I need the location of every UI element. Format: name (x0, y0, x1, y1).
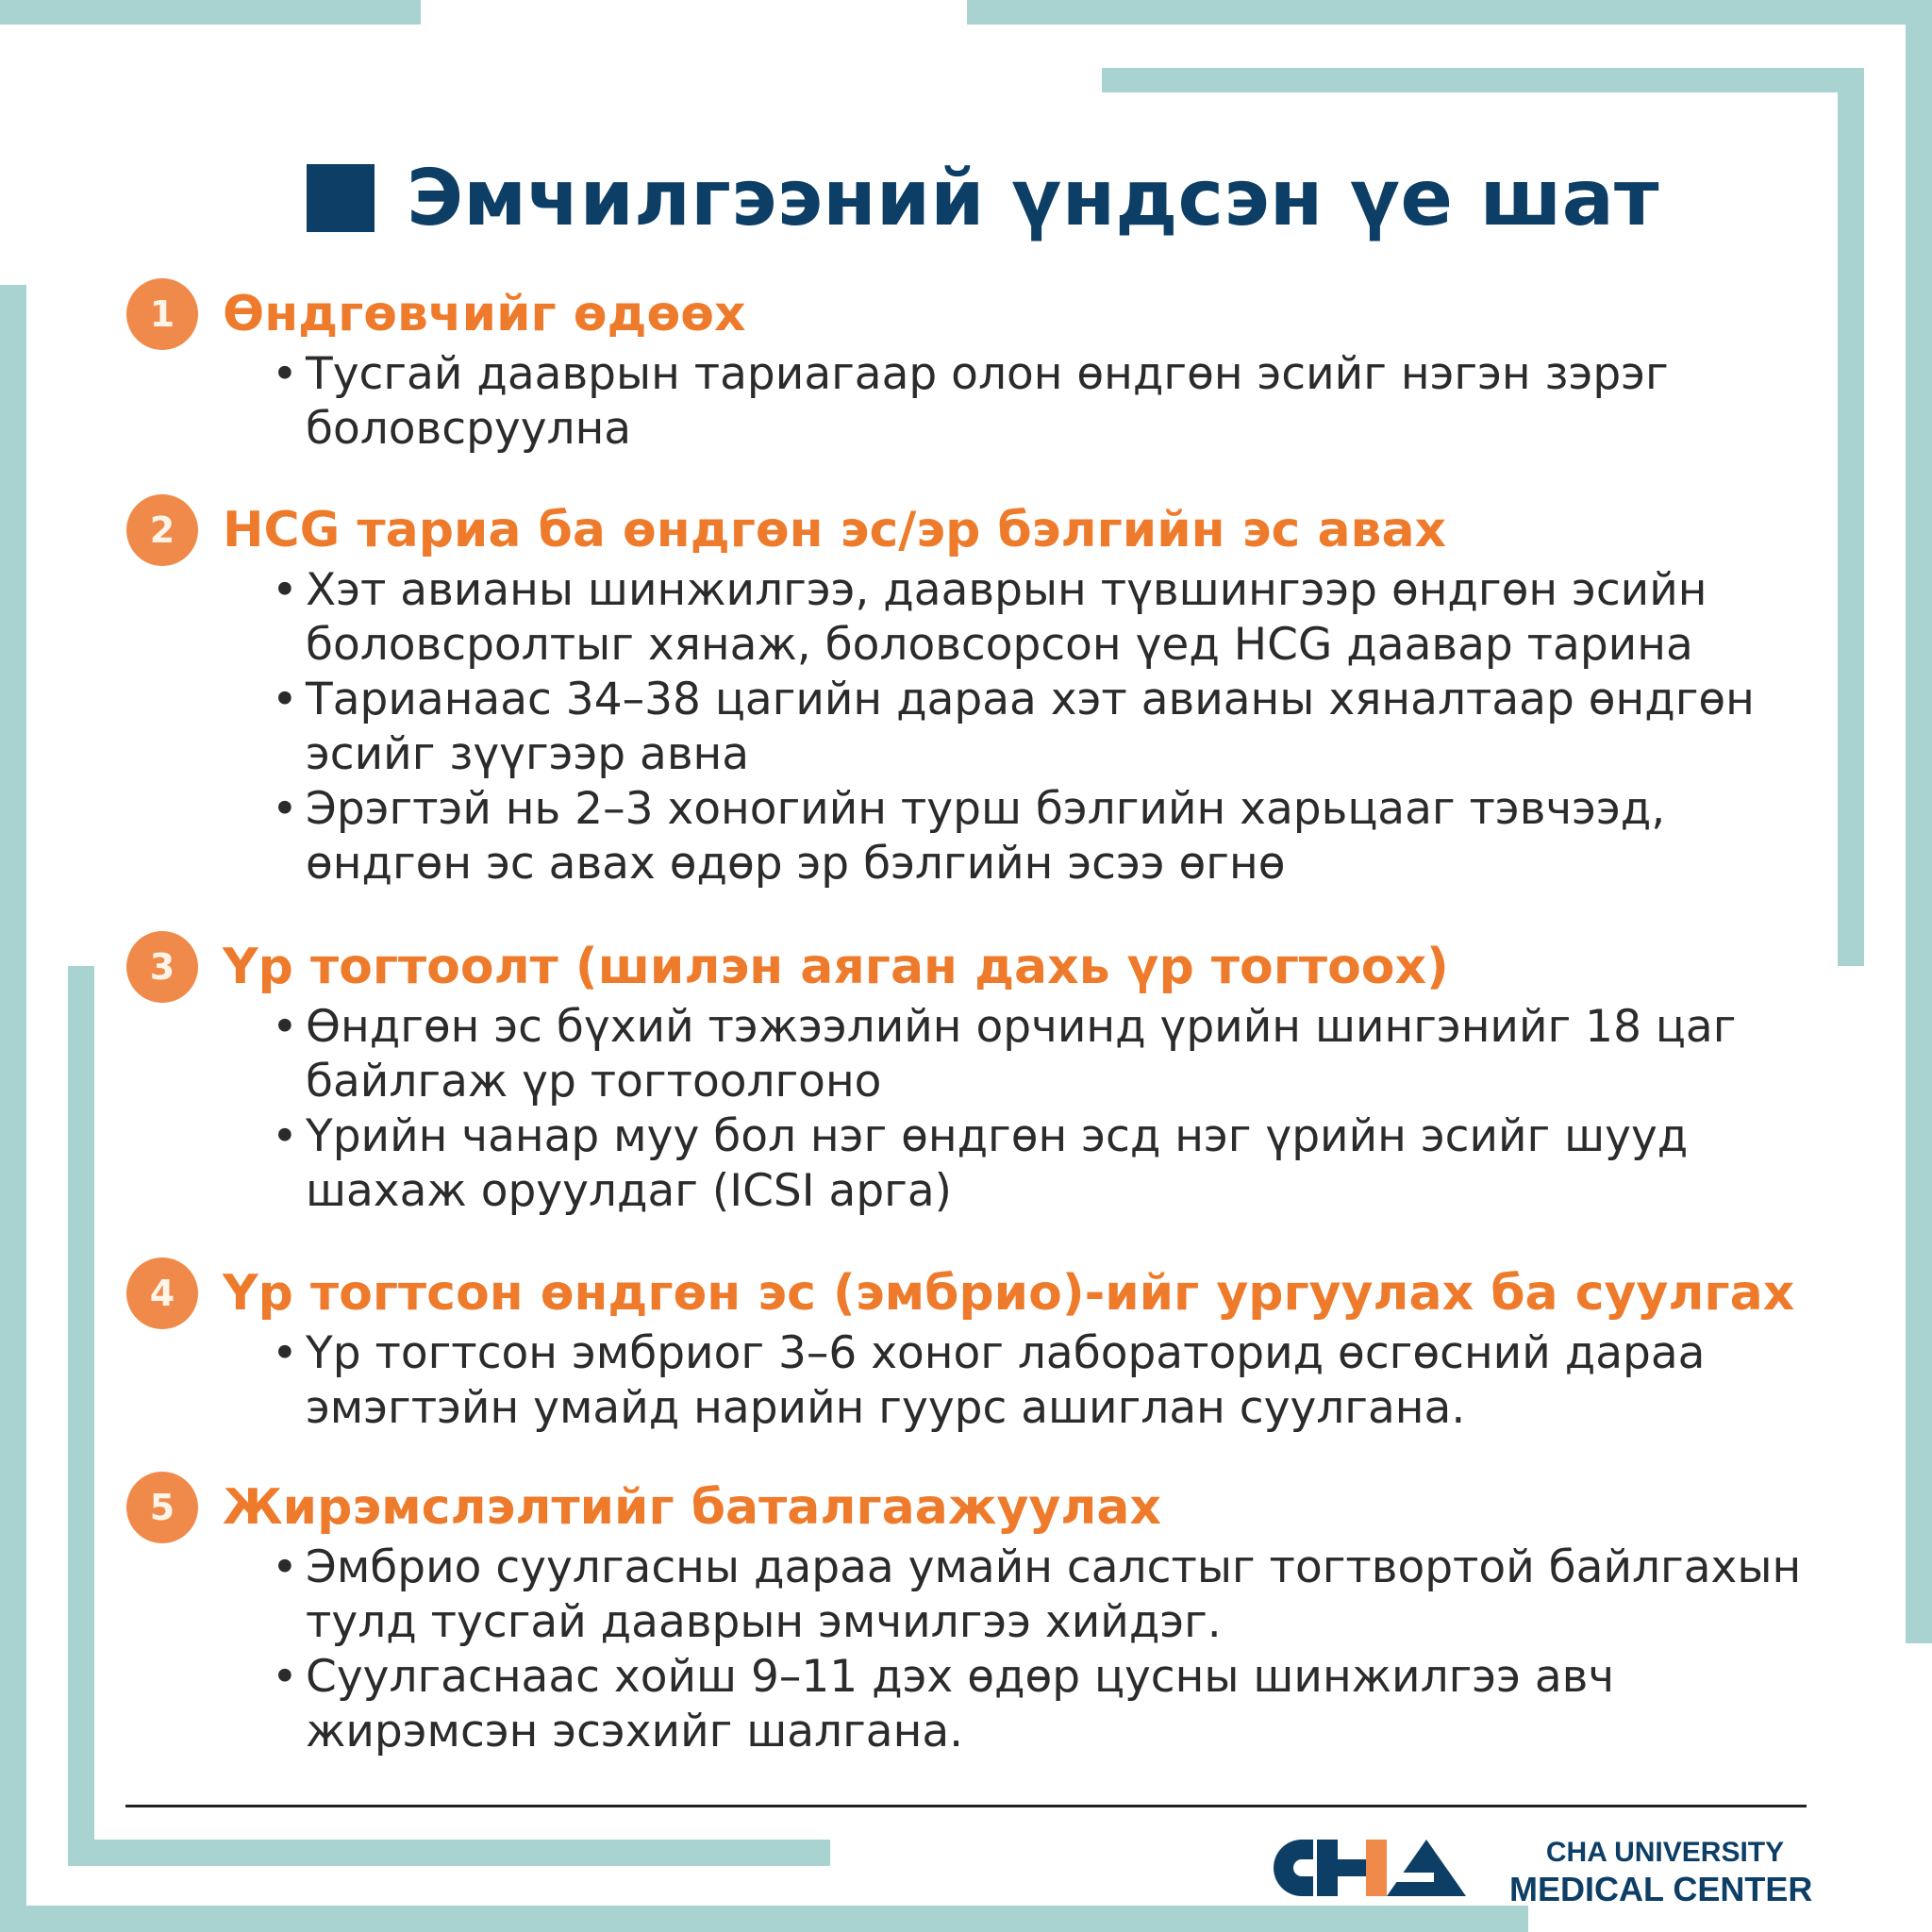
step-number-badge: 3 (126, 931, 198, 1003)
step-bullets (126, 563, 1806, 891)
title-square-icon (307, 164, 375, 232)
logo-wordmark (1509, 1836, 1821, 1909)
step-number-badge: 1 (126, 278, 198, 350)
bullet-item: • Эмбрио суулгасны дараа умайн салстыг тогтвортой байлгахын тулд тусгай дааврын эмчилгээ хийдэг. (272, 1541, 1806, 1650)
bullet-item: • Эрэгтэй нь 2–3 хоногийн турш бэлгийн харьцааг тэвчээд, өндгөн эс авах өдөр эр бэлгийн эсээ өгнө (272, 782, 1806, 891)
frame-bar-inner-right (1838, 68, 1864, 966)
frame-bar-top-right (967, 0, 1932, 25)
frame-bar-inner-bottom (68, 1840, 830, 1866)
step-number-badge: 5 (126, 1472, 198, 1543)
page-title: Эмчилгээний үндсэн үе шат (407, 153, 1659, 243)
step-5 (126, 1474, 1806, 1759)
bullet-item: • Тарианаас 34–38 цагийн дараа хэт авианы хяналтаар өндгөн эсийг зүүгээр авна (272, 673, 1806, 782)
frame-bar-right-edge (1906, 0, 1932, 1643)
step-bullets (126, 1000, 1806, 1219)
step-title: Үр тогтоолт (шилэн аяган дахь үр тогтоох) (223, 939, 1449, 995)
bullet-item: • Үр тогтсон эмбриог 3–6 хоног лабораторид өсгөсний дараа эмэгтэйн умайд нарийн гуурс ашиглан суулгана. (272, 1326, 1806, 1436)
frame-bar-left-edge (0, 285, 26, 1932)
step-3 (126, 934, 1806, 1219)
step-number-badge: 4 (126, 1257, 198, 1329)
step-title: HCG тариа ба өндгөн эс/эр бэлгийн эс авах (223, 502, 1447, 558)
bullet-item: • Тусгай дааврын тариагаар олон өндгөн эсийг нэгэн зэрэг боловсруулна (272, 347, 1806, 457)
step-number-badge: 2 (126, 494, 198, 566)
step-title: Үр тогтсон өндгөн эс (эмбрио)-ийг ургуулах ба суулгах (223, 1265, 1795, 1322)
step-1 (126, 281, 1806, 457)
frame-bar-inner-top (1102, 68, 1864, 92)
footer-divider (125, 1805, 1807, 1807)
bullet-item: • Үрийн чанар муу бол нэг өндгөн эсд нэг үрийн эсийг шууд шахаж оруулдаг (ICSI арга) (272, 1109, 1806, 1219)
frame-bar-top-left (0, 0, 421, 25)
bullet-item: • Хэт авианы шинжилгээ, дааврын түвшингээр өндгөн эсийн боловсролтыг хянаж, боловсорсон үед HCG даавар тарина (272, 563, 1806, 673)
frame-bar-inner-left (68, 966, 94, 1866)
step-bullets (126, 1541, 1806, 1759)
bullet-item: • Суулгаснаас хойш 9–11 дэх өдөр цусны шинжилгээ авч жирэмсэн эсэхийг шалгана. (272, 1650, 1806, 1759)
page-title-row (307, 142, 1659, 255)
frame-bar-bottom (0, 1906, 1528, 1932)
bullet-item: • Өндгөн эс бүхий тэжээлийн орчинд үрийн шингэнийг 18 цаг байлгаж үр тогтоолгоно (272, 1000, 1806, 1109)
step-title: Өндгөвчийг өдөөх (223, 286, 746, 342)
step-title: Жирэмслэлтийг баталгаажуулах (223, 1479, 1162, 1536)
step-bullets (126, 347, 1806, 457)
cha-logo-icon (1268, 1835, 1466, 1901)
step-2 (126, 497, 1806, 891)
logo-line-1: CHA UNIVERSITY (1545, 1837, 1785, 1868)
step-bullets (126, 1326, 1806, 1436)
step-4 (126, 1260, 1806, 1436)
logo-line-2: MEDICAL CENTER (1509, 1870, 1813, 1908)
